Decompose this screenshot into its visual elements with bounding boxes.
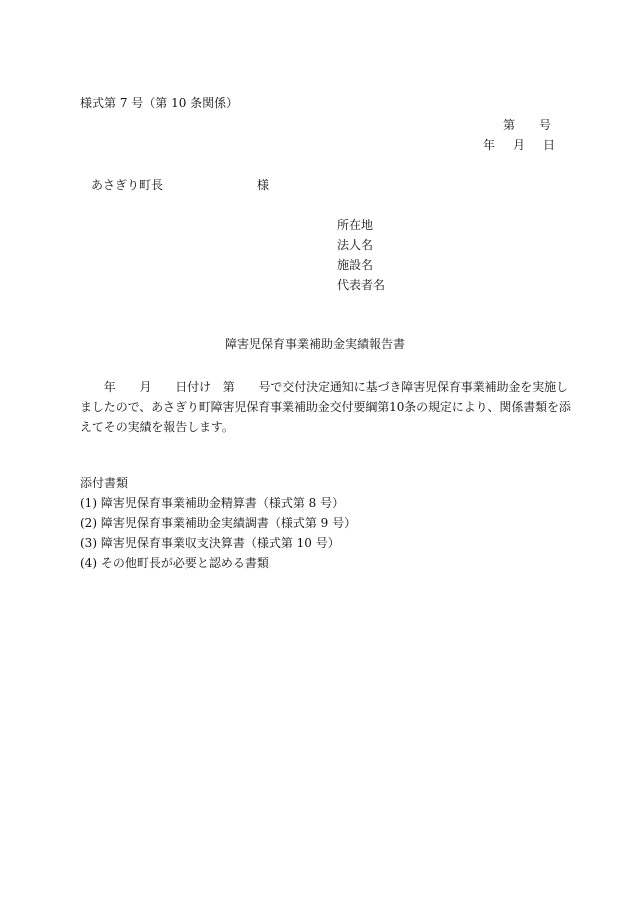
body-line: えてその実績を報告します。 <box>80 420 234 434</box>
addressee-honorific: 様 <box>257 178 270 192</box>
document-title: 障害児保育事業補助金実績報告書 <box>224 337 405 351</box>
doc-number-suffix: 号 <box>539 118 552 132</box>
body-paragraph <box>80 377 571 437</box>
sender-facility-label: 施設名 <box>337 258 374 272</box>
attachment-item: (1) 障害児保育事業補助金精算書（様式第 8 号） <box>80 496 345 510</box>
body-line: 年 月 日付け 第 号で交付決定通知に基づき障害児保育事業補助金を実施し <box>80 380 568 394</box>
attachments-heading: 添付書類 <box>80 476 129 490</box>
date-year: 年 <box>483 138 496 152</box>
body-line: ましたので、あさぎり町障害児保育事業補助金交付要綱第10条の規定により、関係書類を添 <box>80 400 571 414</box>
addressee <box>91 179 269 191</box>
document-date <box>483 139 555 151</box>
date-month: 月 <box>513 138 526 152</box>
attachment-item: (2) 障害児保育事業補助金実績調書（様式第 9 号） <box>80 516 357 530</box>
attachment-item: (4) その他町長が必要と認める書類 <box>80 556 269 570</box>
form-number: 様式第 7 号（第 10 条関係） <box>80 96 239 110</box>
addressee-name: あさぎり町長 <box>91 178 164 192</box>
document-number <box>503 119 551 131</box>
date-day: 日 <box>543 138 556 152</box>
sender-address-label: 所在地 <box>337 218 374 232</box>
sender-representative-label: 代表者名 <box>337 278 386 292</box>
sender-corporation-label: 法人名 <box>337 238 374 252</box>
attachment-item: (3) 障害児保育事業収支決算書（様式第 10 号） <box>80 536 340 550</box>
doc-number-prefix: 第 <box>503 118 516 132</box>
